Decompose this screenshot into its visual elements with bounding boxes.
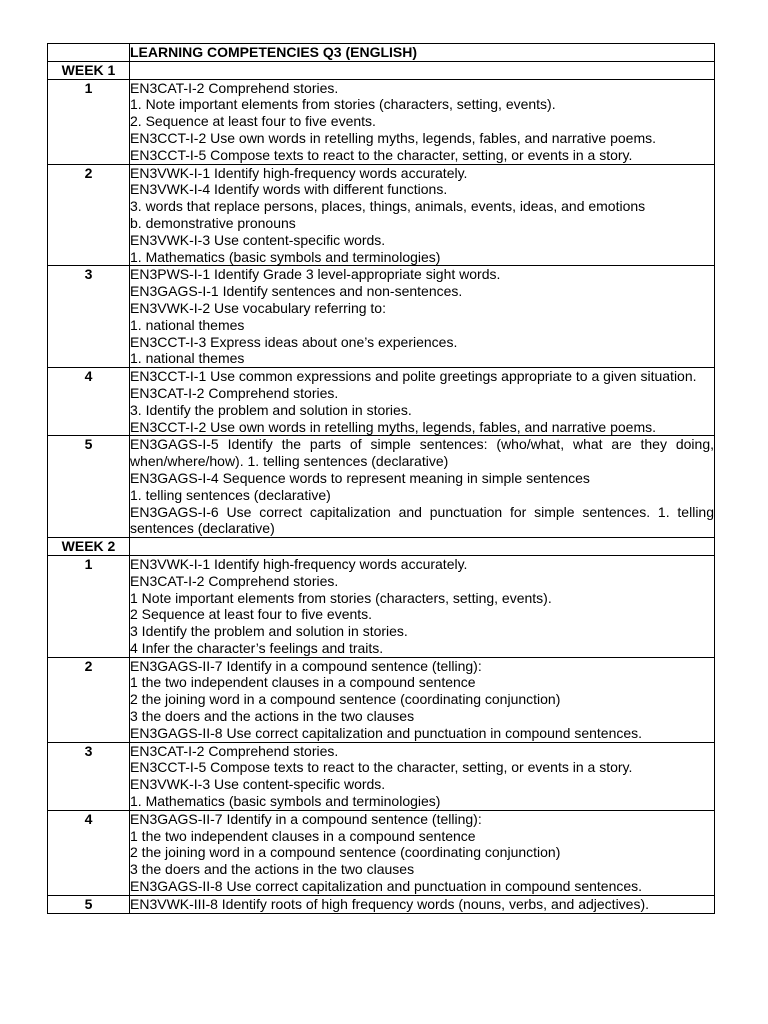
competencies-table <box>47 43 715 914</box>
day-row <box>48 368 715 436</box>
competency-cell <box>130 810 715 895</box>
competency-line: 1. Note important elements from stories (characters, setting, events). <box>130 96 556 113</box>
competency-line: EN3GAGS-II-7 Identify in a compound sentence (telling): <box>130 810 482 827</box>
day-number: 3 <box>48 742 130 810</box>
day-row <box>48 657 715 742</box>
competency-line: 1 Note important elements from stories (characters, setting, events). <box>130 589 552 606</box>
competency-line: 2. Sequence at least four to five events. <box>130 113 376 130</box>
day-number: 5 <box>48 436 130 538</box>
competency-line: EN3CCT-I-2 Use own words in retelling myths, legends, fables, and narrative poems. <box>130 129 657 146</box>
header-row <box>48 44 715 62</box>
day-number: 1 <box>48 555 130 657</box>
competency-line: EN3VWK-I-4 Identify words with different functions. <box>130 181 448 198</box>
week-label: WEEK 2 <box>48 538 130 556</box>
competency-line: EN3VWK-III-8 Identify roots of high frequency words (nouns, verbs, and adjectives). <box>130 895 650 912</box>
competency-line: EN3VWK-I-2 Use vocabulary referring to: <box>130 299 386 316</box>
competency-cell <box>130 436 715 538</box>
week-row <box>48 538 715 556</box>
competency-line: EN3GAGS-II-7 Identify in a compound sentence (telling): <box>130 657 482 674</box>
competency-line: EN3VWK-I-3 Use content-specific words. <box>130 776 386 793</box>
competency-line: 1. telling sentences (declarative) <box>130 486 331 503</box>
competency-line: 1. national themes <box>130 350 245 367</box>
competency-line: 3. words that replace persons, places, things, animals, events, ideas, and emotions <box>130 198 646 215</box>
competency-line: EN3CAT-I-2 Comprehend stories. <box>130 572 339 589</box>
competency-line: EN3CAT-I-2 Comprehend stories. <box>130 384 339 401</box>
day-number: 2 <box>48 164 130 266</box>
day-number: 5 <box>48 895 130 913</box>
competency-cell <box>130 79 715 164</box>
competency-line: EN3GAGS-I-4 Sequence words to represent meaning in simple sentences <box>130 469 590 486</box>
competency-line: 4 Infer the character’s feelings and traits. <box>130 639 384 656</box>
day-row <box>48 895 715 913</box>
competency-line: EN3GAGS-I-5 Identify the parts of simple sentences: (who/what, what are they doing, when/where/how). 1. telling sentences (declarative) <box>130 436 714 470</box>
competency-line: EN3CCT-I-2 Use own words in retelling myths, legends, fables, and narrative poems. <box>130 418 657 435</box>
competency-line: 1. national themes <box>130 316 245 333</box>
competency-line: 2 Sequence at least four to five events. <box>130 606 373 623</box>
competency-line: EN3CCT-I-3 Express ideas about one’s experiences. <box>130 333 458 350</box>
competency-line: EN3VWK-I-3 Use content-specific words. <box>130 231 386 248</box>
week-empty-cell <box>130 61 715 79</box>
day-row <box>48 266 715 368</box>
competency-line: EN3GAGS-II-8 Use correct capitalization and punctuation in compound sentences. <box>130 724 643 741</box>
table-title: LEARNING COMPETENCIES Q3 (ENGLISH) <box>130 44 715 62</box>
day-row <box>48 436 715 538</box>
competency-cell <box>130 164 715 266</box>
competency-cell <box>130 555 715 657</box>
competency-line: EN3CAT-I-2 Comprehend stories. <box>130 742 339 759</box>
day-number: 2 <box>48 657 130 742</box>
competency-line: 2 the joining word in a compound sentence (coordinating conjunction) <box>130 844 561 861</box>
day-row <box>48 79 715 164</box>
day-number: 4 <box>48 368 130 436</box>
competency-cell <box>130 266 715 368</box>
competency-line: EN3GAGS-II-8 Use correct capitalization and punctuation in compound sentences. <box>130 878 643 895</box>
day-row <box>48 810 715 895</box>
competency-cell <box>130 742 715 810</box>
competency-cell <box>130 368 715 436</box>
competency-line: EN3CCT-I-1 Use common expressions and polite greetings appropriate to a given situation. <box>130 368 697 385</box>
day-row <box>48 164 715 266</box>
document-page <box>47 43 715 914</box>
day-row <box>48 555 715 657</box>
week-empty-cell <box>130 538 715 556</box>
competency-line: 1 the two independent clauses in a compound sentence <box>130 827 476 844</box>
competency-line: EN3CCT-I-5 Compose texts to react to the character, setting, or events in a story. <box>130 759 633 776</box>
week-row <box>48 61 715 79</box>
competency-line: 3. Identify the problem and solution in stories. <box>130 401 412 418</box>
header-empty-cell <box>48 44 130 62</box>
competency-line: 2 the joining word in a compound sentence (coordinating conjunction) <box>130 691 561 708</box>
day-number: 1 <box>48 79 130 164</box>
competency-line: 1. Mathematics (basic symbols and terminologies) <box>130 248 441 265</box>
competency-line: EN3PWS-I-1 Identify Grade 3 level-appropriate sight words. <box>130 266 501 283</box>
competency-cell <box>130 895 715 913</box>
competency-line: EN3CAT-I-2 Comprehend stories. <box>130 79 339 96</box>
competency-cell <box>130 657 715 742</box>
competency-line: 1. Mathematics (basic symbols and terminologies) <box>130 793 441 810</box>
day-row <box>48 742 715 810</box>
competency-line: EN3VWK-I-1 Identify high-frequency words accurately. <box>130 555 468 572</box>
competency-line: EN3VWK-I-1 Identify high-frequency words accurately. <box>130 164 468 181</box>
competency-line: b. demonstrative pronouns <box>130 214 296 231</box>
competency-line: EN3GAGS-I-6 Use correct capitalization and punctuation for simple sentences. 1. telling sentences (declarative) <box>130 503 714 537</box>
competency-line: 1 the two independent clauses in a compound sentence <box>130 674 476 691</box>
week-label: WEEK 1 <box>48 61 130 79</box>
competency-line: EN3CCT-I-5 Compose texts to react to the character, setting, or events in a story. <box>130 146 633 163</box>
competency-line: 3 the doers and the actions in the two clauses <box>130 861 415 878</box>
competency-line: 3 the doers and the actions in the two clauses <box>130 708 415 725</box>
table-body <box>48 44 715 914</box>
competency-line: EN3GAGS-I-1 Identify sentences and non-sentences. <box>130 283 463 300</box>
day-number: 3 <box>48 266 130 368</box>
competency-line: 3 Identify the problem and solution in stories. <box>130 623 408 640</box>
day-number: 4 <box>48 810 130 895</box>
